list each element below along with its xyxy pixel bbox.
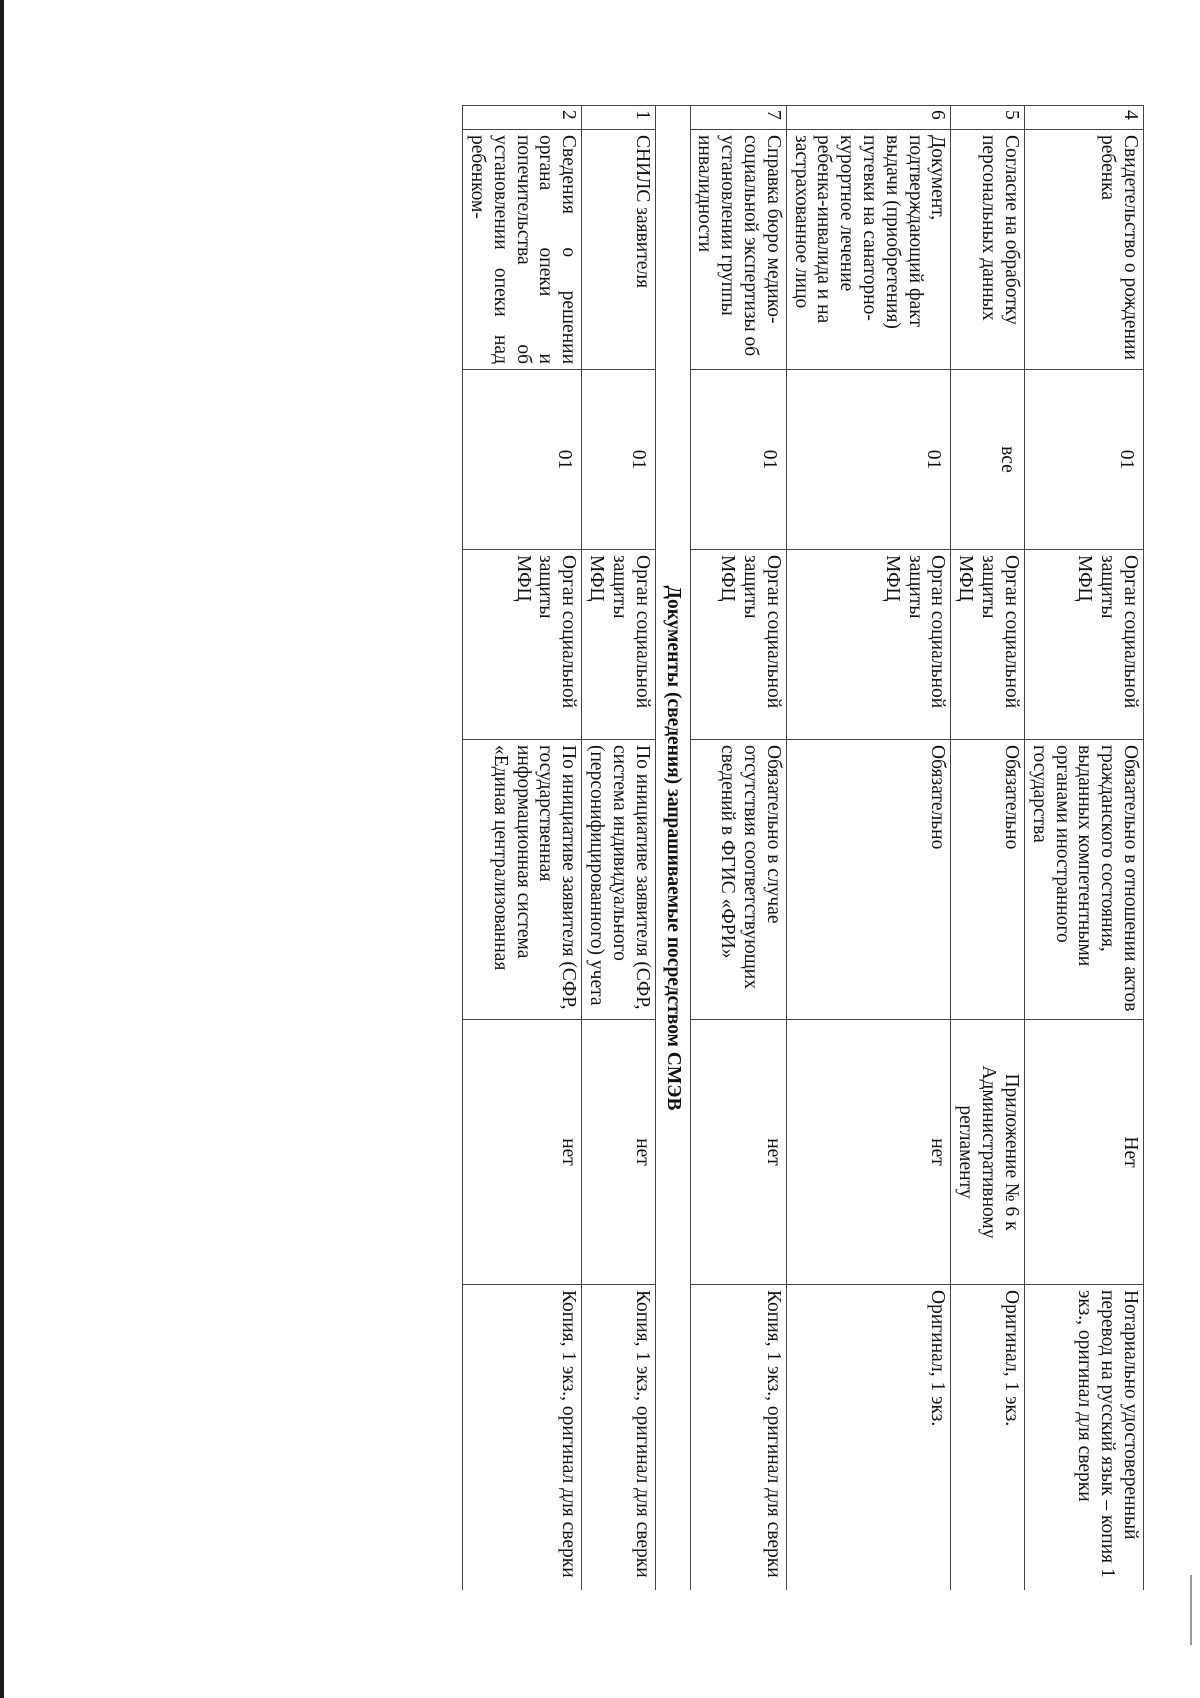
table-row — [951, 106, 1024, 1591]
document-form: Копия, 1 экз., оригинал для сверки — [463, 1285, 582, 1591]
document-page — [118, 105, 1144, 1590]
document-requirement: Обязательно — [786, 740, 951, 1020]
document-requirement: Обязательно — [951, 740, 1024, 1020]
document-template: Нет — [1024, 1020, 1143, 1285]
rotated-table-container — [118, 105, 1144, 1590]
document-template: нет — [463, 1020, 582, 1285]
document-template: Приложение № 6 к Административному регламенту — [951, 1020, 1024, 1285]
document-name: СНИЛС заявителя — [582, 130, 655, 370]
row-number: 2 — [463, 106, 582, 130]
document-source: Орган социальной защиты МФЦ — [951, 550, 1024, 740]
document-requirement: По инициативе заявителя (СФР, государственная информационная система «Единая централизованная — [463, 740, 582, 1020]
table-section — [655, 106, 690, 1591]
document-form: Копия, 1 экз., оригинал для сверки — [582, 1285, 655, 1591]
document-template: нет — [582, 1020, 655, 1285]
table-row — [463, 106, 582, 1591]
row-number: 7 — [690, 106, 786, 130]
document-form: Нотариально удостоверенный перевод на русский язык – копия 1 экз., оригинал для сверки — [1024, 1285, 1143, 1591]
document-form: Оригинал, 1 экз. — [951, 1285, 1024, 1591]
documents-table — [462, 105, 1144, 1590]
scan-left-edge — [0, 0, 4, 1698]
document-count: 01 — [1024, 370, 1143, 550]
document-requirement: Обязательно в случае отсутствия соответствующих сведений в ФГИС «ФРИ» — [690, 740, 786, 1020]
document-name: Справка бюро медико-социальной экспертизы об установлении группы инвалидности — [690, 130, 786, 370]
document-count: 01 — [582, 370, 655, 550]
document-count: 01 — [690, 370, 786, 550]
document-count: все — [951, 370, 1024, 550]
row-number: 1 — [582, 106, 655, 130]
document-template: нет — [786, 1020, 951, 1285]
document-source: Орган социальной защиты МФЦ — [582, 550, 655, 740]
document-source: Орган социальной защиты МФЦ — [690, 550, 786, 740]
document-count: 01 — [463, 370, 582, 550]
row-number: 4 — [1024, 106, 1143, 130]
document-source: Орган социальной защиты МФЦ — [786, 550, 951, 740]
document-form: Оригинал, 1 экз. — [786, 1285, 951, 1591]
document-name: Документ, подтверждающий факт выдачи (приобретения) путевки на санаторно-курортное лечение ребенка-инвалида и на застрахованное лицо — [786, 130, 951, 370]
document-name: Согласие на обработку персональных данных — [951, 130, 1024, 370]
scan-right-mark — [1190, 1575, 1192, 1645]
table-body-bottom — [463, 106, 656, 1591]
document-form: Копия, 1 экз., оригинал для сверки — [690, 1285, 786, 1591]
document-template: нет — [690, 1020, 786, 1285]
table-body-top — [690, 106, 1143, 1591]
section-title: Документы (сведения) запрашиваемые посредством СМЭВ — [655, 106, 690, 1591]
document-requirement: По инициативе заявителя (СФР, система индивидуального (персонифицированного) учета — [582, 740, 655, 1020]
table-row — [690, 106, 786, 1591]
row-number: 6 — [786, 106, 951, 130]
table-row — [786, 106, 951, 1591]
document-requirement: Обязательно в отношении актов гражданского состояния, выданных компетентными органами иностранного государства — [1024, 740, 1143, 1020]
document-count: 01 — [786, 370, 951, 550]
row-number: 5 — [951, 106, 1024, 130]
table-row — [582, 106, 655, 1591]
document-name: Свидетельство о рождении ребенка — [1024, 130, 1143, 370]
document-source: Орган социальной защиты МФЦ — [463, 550, 582, 740]
section-row — [655, 106, 690, 1591]
document-source: Орган социальной защиты МФЦ — [1024, 550, 1143, 740]
table-row — [1024, 106, 1143, 1591]
document-name: Сведения о решении органа опеки и попечительства об установлении опеки над ребенком- — [463, 130, 582, 370]
